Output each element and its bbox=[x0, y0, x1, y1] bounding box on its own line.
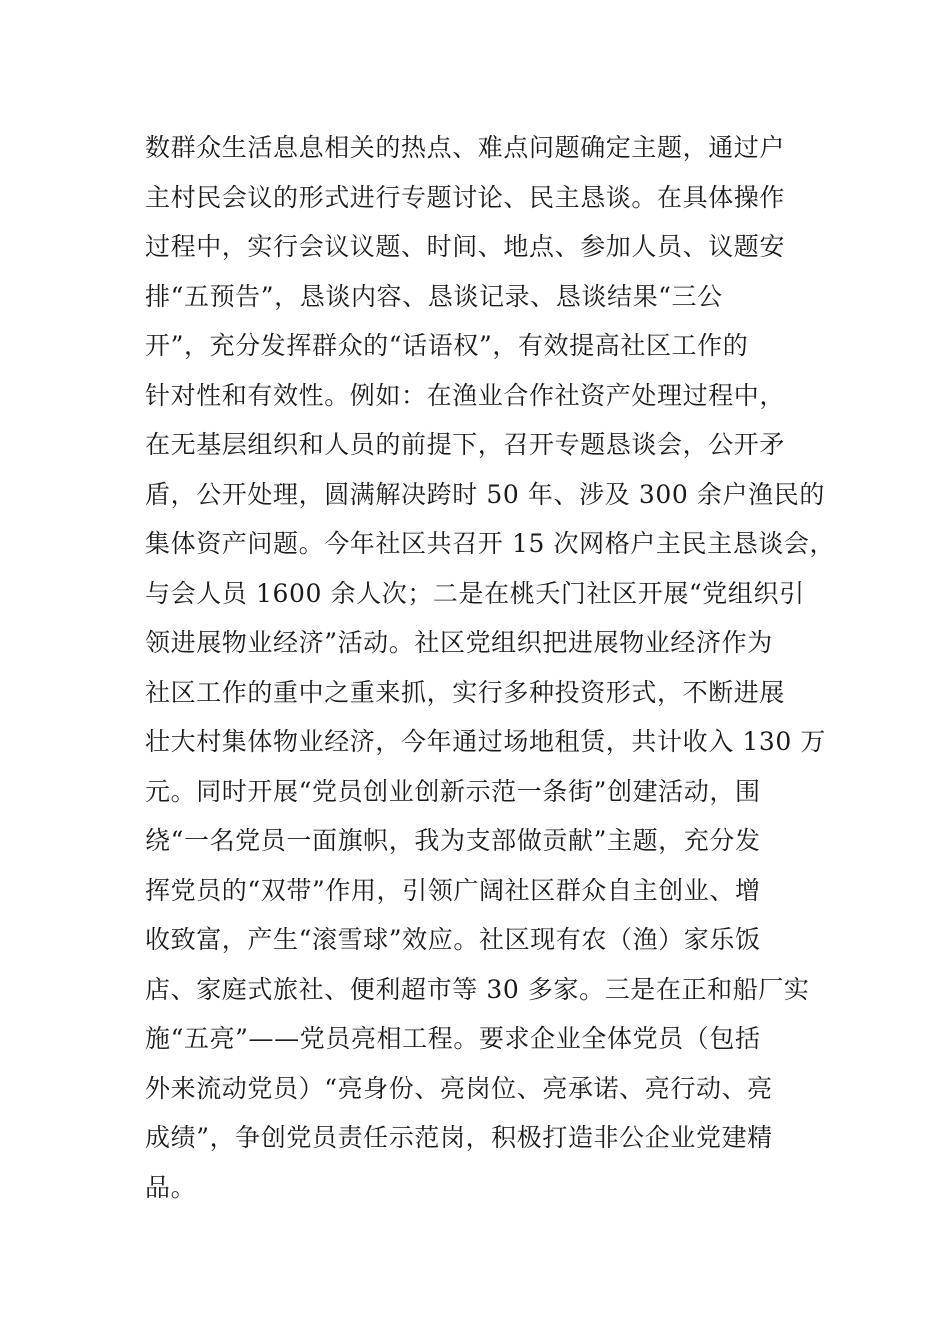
text-line: 社区工作的重中之重来抓，实行多种投资形式，不断进展 bbox=[145, 677, 786, 707]
text-line: 施“五亮”——党员亮相工程。要求企业全体党员（包括 bbox=[145, 1024, 761, 1053]
text-line: 壮大村集体物业经济，今年通过场地租赁，共计收入 130 万 bbox=[145, 727, 827, 756]
text-line: 成绩”，争创党员责任示范岗，积极打造非公企业党建精 bbox=[145, 1123, 773, 1152]
text-line: 绕“一名党员一面旗帜，我为支部做贡献”主题，充分发 bbox=[145, 826, 761, 855]
text-line: 在无基层组织和人员的前提下，召开专题恳谈会，公开矛 bbox=[145, 430, 786, 459]
body-paragraph bbox=[145, 123, 836, 1212]
text-line: 盾，公开处理，圆满解决跨时 50 年、涉及 300 余户渔民的 bbox=[145, 479, 825, 509]
text-line: 与会人员 1600 余人次；二是在桃夭门社区开展“党组织引 bbox=[145, 578, 805, 608]
text-line: 排“五预告”，恳谈内容、恳谈记录、恳谈结果“三公 bbox=[145, 281, 723, 311]
text-line: 外来流动党员）“亮身份、亮岗位、亮承诺、亮行动、亮 bbox=[145, 1073, 773, 1103]
text-line: 收致富，产生“滚雪球”效应。社区现有农（渔）家乐饭 bbox=[145, 925, 761, 954]
text-line: 开”，充分发挥群众的“话语权”，有效提高社区工作的 bbox=[145, 331, 749, 360]
text-line: 针对性和有效性。例如：在渔业合作社资产处理过程中， bbox=[145, 380, 786, 410]
text-line: 集体资产问题。今年社区共召开 15 次网格户主民主恳谈会， bbox=[145, 529, 836, 558]
text-line: 元。同时开展“党员创业创新示范一条街”创建活动，围 bbox=[145, 776, 761, 806]
text-line: 品。 bbox=[145, 1172, 197, 1202]
text-line: 数群众生活息息相关的热点、难点问题确定主题，通过户 bbox=[145, 133, 786, 162]
text-line: 过程中，实行会议议题、时间、地点、参加人员、议题安 bbox=[145, 232, 786, 261]
text-line: 领进展物业经济”活动。社区党组织把进展物业经济作为 bbox=[145, 628, 773, 657]
text-line: 挥党员的“双带”作用，引领广阔社区群众自主创业、增 bbox=[145, 875, 761, 905]
text-line: 店、家庭式旅社、便利超市等 30 多家。三是在正和船厂实 bbox=[145, 974, 810, 1004]
text-line: 主村民会议的形式进行专题讨论、民主恳谈。在具体操作 bbox=[145, 182, 786, 212]
